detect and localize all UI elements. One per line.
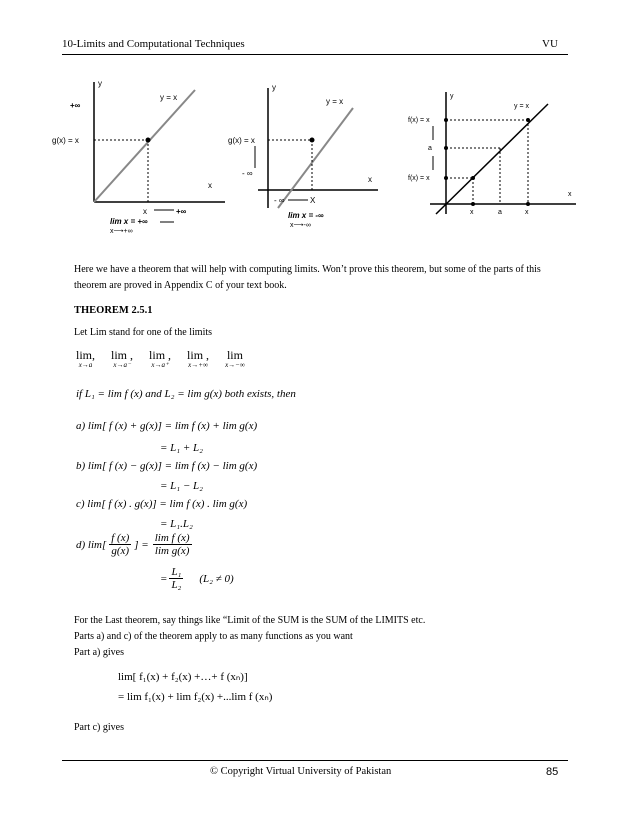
rule-c-line1: c) lim[ f (x) . g(x)] = lim f (x) . lim g(x) <box>76 498 248 510</box>
g2-minus-inf: - ∞ <box>242 169 253 178</box>
g2-x-neg: - ∞ <box>274 196 285 205</box>
footer-copyright: © Copyright Virtual University of Pakistan <box>210 766 392 777</box>
g3-tick-x2: x <box>525 209 529 216</box>
lim-stand: Let Lim stand for one of the limits <box>74 327 213 338</box>
sum-line1: lim[ f₁(x) + f₂(x) +…+ f (xₙ)] <box>118 671 248 683</box>
rule-a-line2: = L₁ + L₂ <box>160 442 203 454</box>
limit-item: lim x→−∞ <box>225 348 245 369</box>
sum-line2: = lim f₁(x) + lim f₂(x) +...lim f (xₙ) <box>118 691 273 703</box>
g3-fx-bottom: f(x) = x <box>408 175 430 182</box>
last-line1: For the Last theorem, say things like “Limit of the SUM is the SUM of the LIMITS etc. <box>74 615 426 626</box>
rule-b-line2: = L₁ − L₂ <box>160 480 203 492</box>
last-line2: Parts a) and c) of the theorem apply to as many functions as you want <box>74 631 353 642</box>
g2-lim-sub: x⟶-∞ <box>290 222 311 229</box>
rule-a-line1: a) lim[ f (x) + g(x)] = lim f (x) + lim g(x) <box>76 420 258 432</box>
limit-item: lim, x→a <box>76 348 96 369</box>
part-c: Part c) gives <box>74 722 124 733</box>
g2-line-label: y = x <box>326 97 344 106</box>
limit-item: lim , x→a⁻ <box>111 348 134 369</box>
graph-limit-at-a <box>400 86 580 226</box>
g3-a-label: a <box>428 145 432 152</box>
g3-y-label: y <box>450 93 454 100</box>
limit-item: lim , x→+∞ <box>187 348 210 369</box>
intro-paragraph: Here we have a theorem that will help with computing limits. Won’t prove this theorem, but some of the parts of this theorem are proved in Appendix C of your text book. <box>74 264 541 291</box>
theorem-title: THEOREM 2.5.1 <box>74 305 153 316</box>
rule-d-line1: d) lim[ $\frac{f (x)}{g(x)}$ ] = $\frac{\text{lim f (x)}}{\text{lim g(x)}}$ <box>76 532 190 557</box>
limits-row <box>76 350 257 372</box>
g3-tick-x1: x <box>470 209 474 216</box>
g1-plus-inf: +∞ <box>70 101 81 110</box>
g1-x-inf: +∞ <box>176 207 187 216</box>
g1-lim-text: lim x = +∞ <box>110 217 148 226</box>
g2-x-label: x <box>368 175 372 184</box>
rule-b-line1: b) lim[ f (x) − g(x)] = lim f (x) − lim g(x) <box>76 460 258 472</box>
g3-tick-a: a <box>498 209 502 216</box>
page-number: 85 <box>546 766 559 778</box>
g1-line-label: y = x <box>160 93 178 102</box>
if-line: if L₁ = lim f (x) and L₂ = lim g(x) both exists, then <box>76 388 296 400</box>
rule-d-line2: = $\frac{\text{L₁}}{\text{L₂}}$ (L₂ ≠ 0) <box>160 566 234 591</box>
footer-rule <box>62 760 568 761</box>
g1-x-arrow: x <box>143 207 147 216</box>
header-title: 10-Limits and Computational Techniques <box>62 38 245 50</box>
g1-y-label: y <box>98 79 102 88</box>
g3-fx-top: f(x) = x <box>408 117 430 124</box>
g2-lim-text: lim x = -∞ <box>288 211 324 220</box>
g3-line-label: y = x <box>514 103 529 110</box>
graph-limit-minus-infinity <box>228 78 398 238</box>
limit-item: lim , x→a⁺ <box>149 348 172 369</box>
rule-c-line2: = L₁.L₂ <box>160 518 193 530</box>
g1-x-label: x <box>208 181 212 190</box>
g2-y-label: y <box>272 83 276 92</box>
g2-gx: g(x) = x <box>228 136 255 145</box>
last-line3: Part a) gives <box>74 647 124 658</box>
g3-x-label: x <box>568 191 572 198</box>
g1-gx: g(x) = x <box>52 136 79 145</box>
g2-x-pt: X <box>310 196 316 205</box>
header-right: VU <box>542 38 558 50</box>
header-rule <box>62 54 568 55</box>
g1-lim-sub: x⟶+∞ <box>110 228 133 235</box>
graph-limit-plus-infinity <box>50 70 240 240</box>
